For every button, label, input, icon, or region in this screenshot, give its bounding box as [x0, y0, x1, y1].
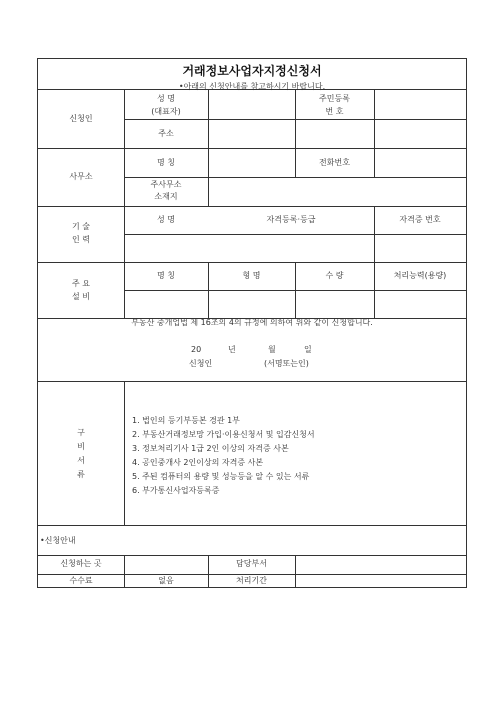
address-label: 주소 — [158, 129, 174, 138]
docs-section-label-4: 류 — [77, 470, 85, 479]
guide-header: •신청안내 — [40, 536, 76, 545]
doc-item: 1. 법인의 등기부등본 경관 1부 — [132, 416, 240, 425]
signature-note: (서명또는인) — [264, 359, 309, 368]
rule — [124, 234, 466, 235]
rule — [295, 555, 296, 588]
rule — [124, 381, 125, 525]
rule — [38, 574, 466, 575]
main-office-label-1: 주사무소 — [150, 180, 182, 189]
rule — [38, 89, 466, 90]
doc-item: 6. 부가통신사업자등록증 — [132, 486, 220, 495]
date-month: 월 — [268, 345, 276, 354]
docs-section-label-2: 비 — [77, 442, 85, 451]
rule — [124, 89, 125, 318]
rule — [38, 206, 466, 207]
rule — [208, 148, 209, 207]
doc-item: 5. 주된 컴퓨터의 용량 및 성능등을 알 수 있는 서류 — [132, 472, 310, 481]
tech-col-cert: 자격증 번호 — [399, 215, 441, 224]
office-section-label: 사무소 — [69, 172, 93, 181]
tech-section-label-2: 인 력 — [72, 235, 90, 244]
equip-col-name: 명 칭 — [157, 271, 175, 280]
declaration-text: 부동산 중개업법 제 16조의 4의 규정에 의하여 위와 같이 신청합니다. — [131, 318, 373, 327]
fee-label: 수수료 — [69, 576, 93, 585]
date-year: 년 — [228, 345, 236, 354]
date-day: 일 — [304, 345, 312, 354]
form-title: 거래정보사업자지정신청서 — [182, 64, 322, 78]
rule — [374, 148, 375, 177]
rule — [374, 89, 375, 148]
regno-label-2: 번 호 — [325, 107, 344, 116]
notice-text: •아래의 신청안내를 참고하시기 바랍니다. — [178, 82, 326, 91]
rule — [38, 525, 466, 526]
processing-period-label: 처리기간 — [236, 576, 267, 585]
regno-label-1: 주민등록 — [319, 94, 350, 103]
representative-label: (대표자) — [151, 107, 181, 116]
rule — [38, 555, 466, 556]
application-form — [37, 58, 467, 588]
rule — [38, 381, 466, 382]
applicant-section-label: 신청인 — [69, 114, 93, 123]
date-year-prefix: 20 — [191, 345, 202, 354]
main-office-label-2: 소재지 — [154, 192, 178, 201]
tech-col-regno: 자격등록·등급 — [266, 215, 316, 224]
docs-section-label-3: 서 — [77, 456, 85, 465]
fee-value: 없음 — [158, 576, 174, 585]
rule — [208, 89, 209, 148]
department-label: 담당부서 — [236, 559, 267, 568]
equip-col-capacity: 처리능력(용량) — [393, 271, 447, 280]
name-label: 성 명 — [157, 94, 175, 103]
tech-section-label-1: 기 술 — [72, 222, 90, 231]
signer-label: 신청인 — [189, 359, 213, 368]
equip-col-qty: 수 량 — [325, 271, 344, 280]
office-name-label: 명 칭 — [157, 158, 175, 167]
tech-col-name: 성 명 — [157, 215, 175, 224]
equip-col-model: 형 명 — [242, 271, 261, 280]
equipment-section-label-1: 주 요 — [72, 279, 90, 288]
rule — [38, 262, 466, 263]
doc-item: 3. 정보처리기사 1급 2인 이상의 자격증 사본 — [132, 444, 289, 453]
doc-item: 2. 부동산거래정보망 가입·이용신청서 및 입감신청서 — [132, 430, 315, 439]
submit-place-label: 신청하는 곳 — [60, 559, 102, 568]
rule — [38, 148, 466, 149]
phone-label: 전화번호 — [319, 158, 350, 167]
doc-item: 4. 공인중개사 2인이상의 자격증 사본 — [132, 458, 264, 467]
rule — [124, 177, 466, 178]
docs-section-label-1: 구 — [77, 428, 85, 437]
equipment-section-label-2: 설 비 — [72, 292, 90, 301]
